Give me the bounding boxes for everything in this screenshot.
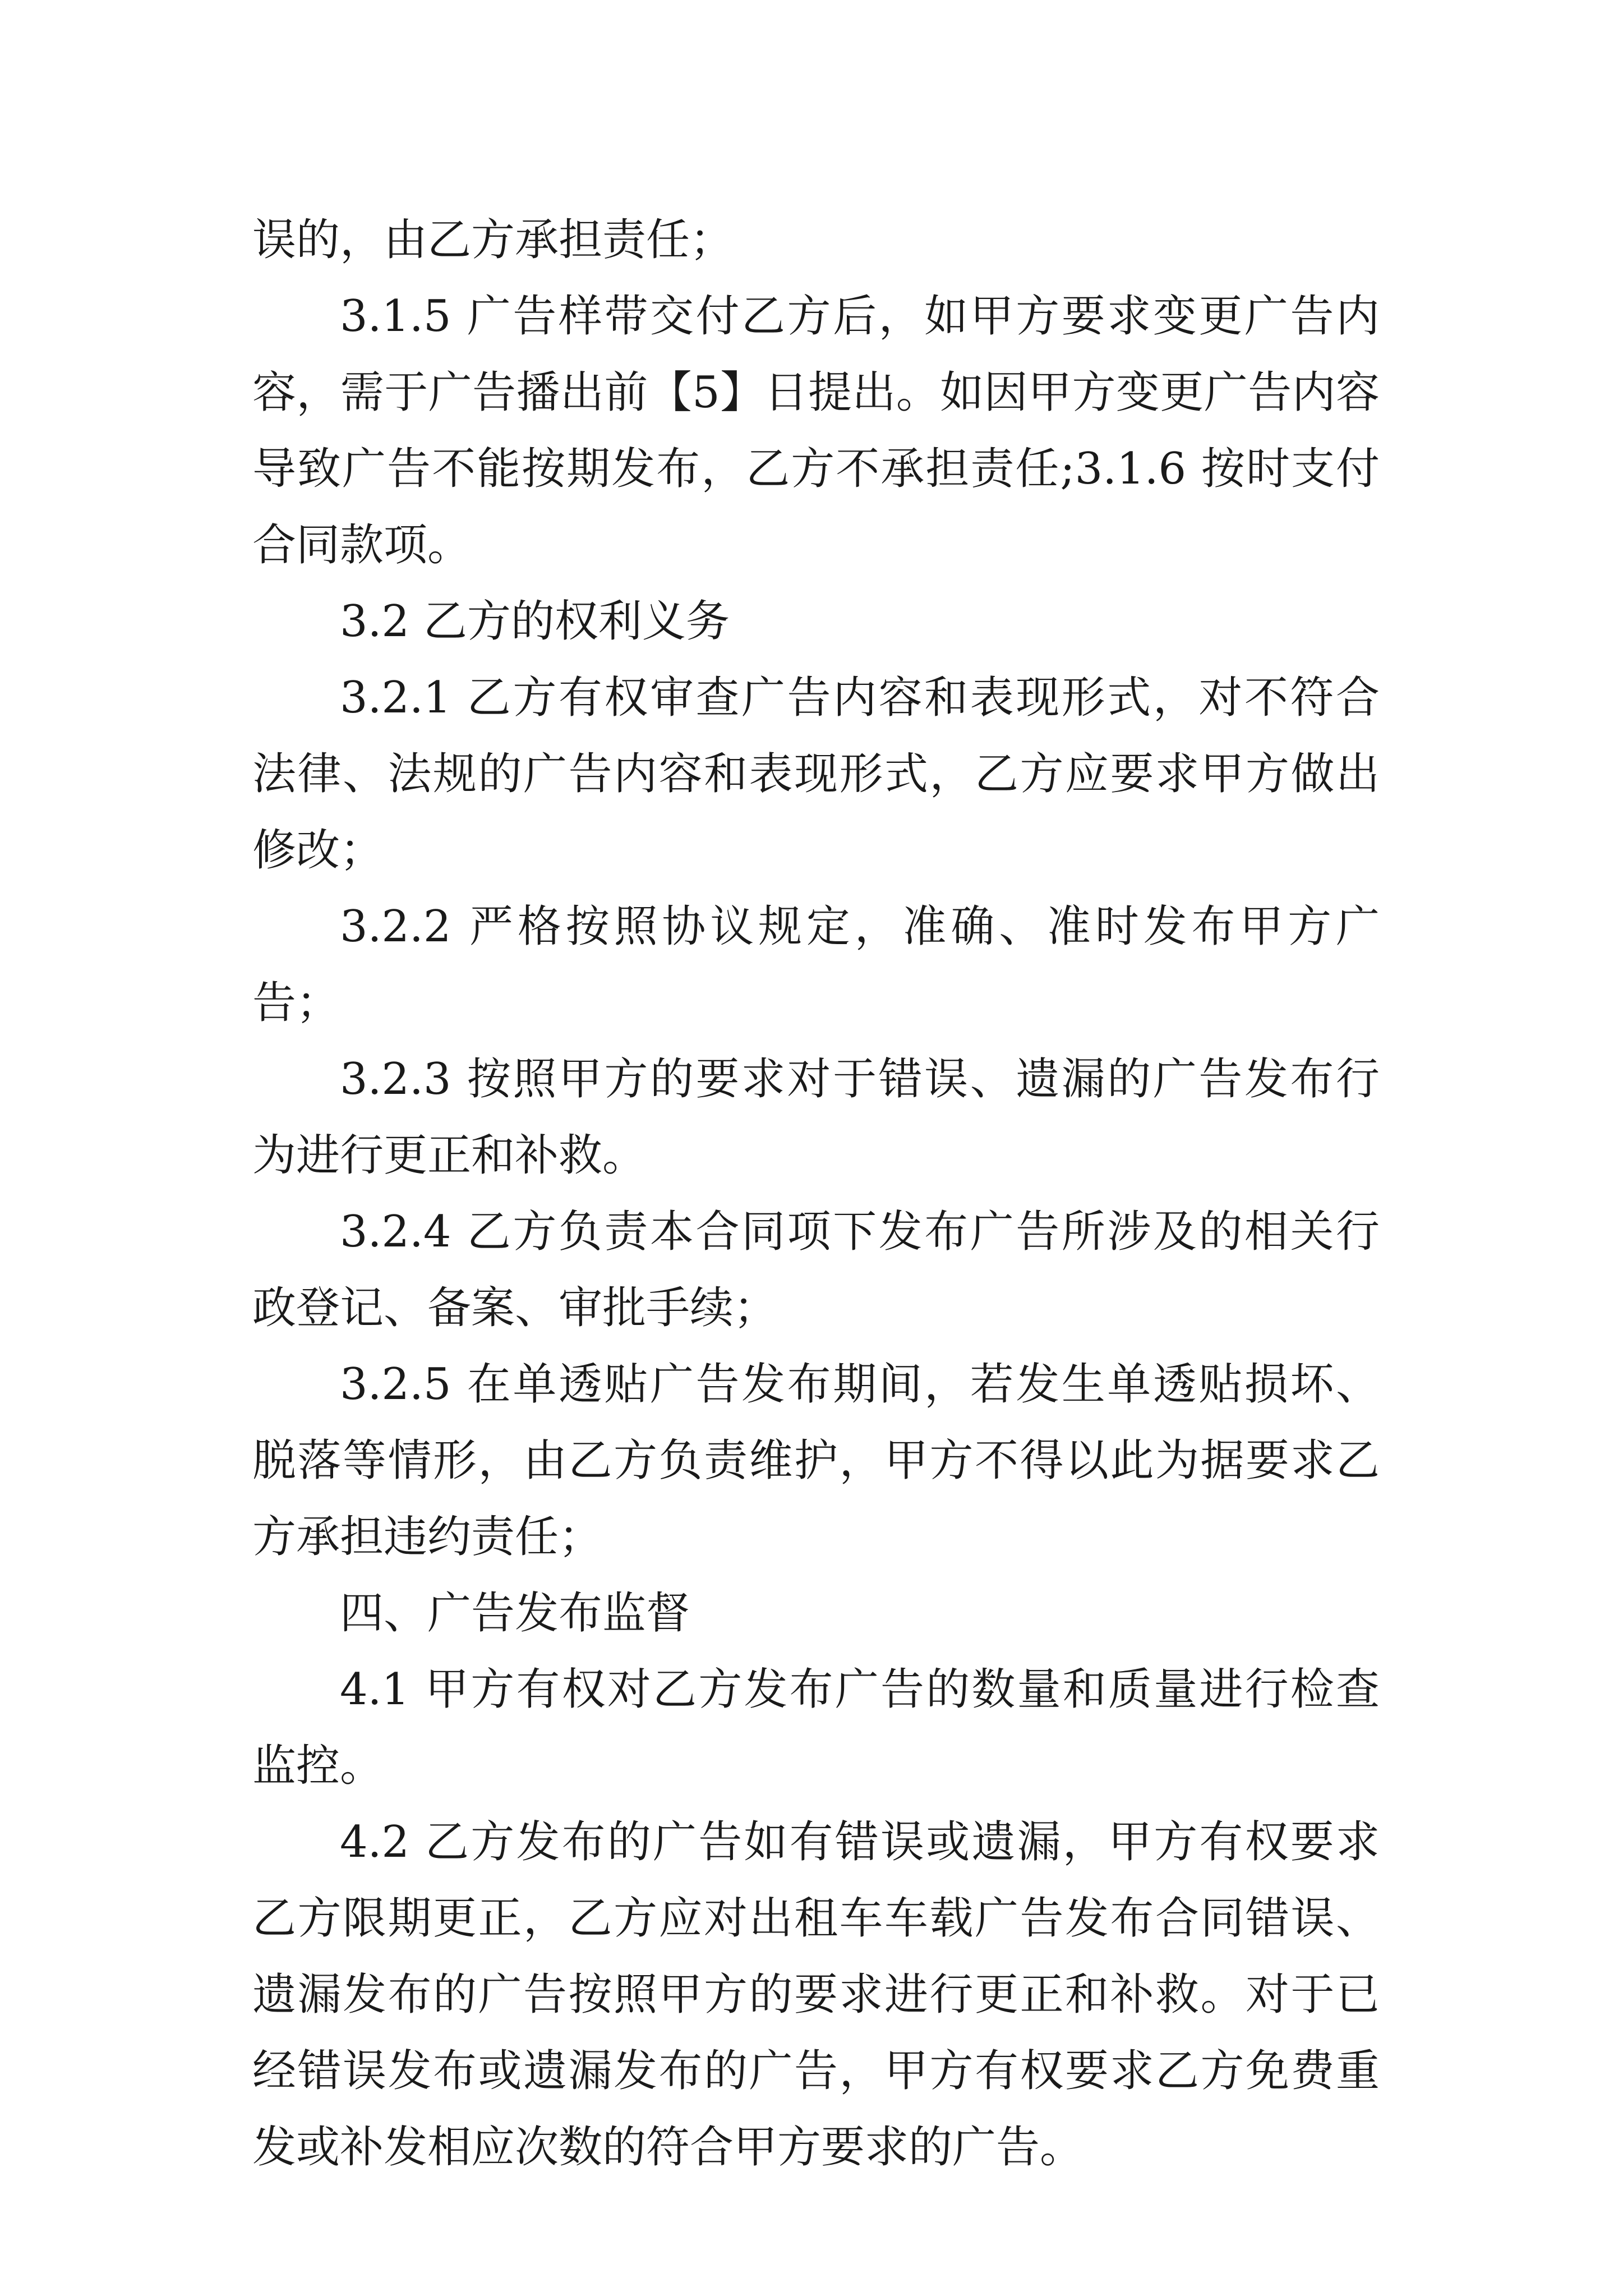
document-page bbox=[252, 202, 1380, 2185]
paragraph-4-1: 4.1 甲方有权对乙方发布广告的数量和质量进行检查监控。 bbox=[252, 1664, 1380, 1791]
paragraph-continuation: 误的，由乙方承担责任； bbox=[252, 215, 734, 265]
paragraph-4-2: 4.2 乙方发布的广告如有错误或遗漏，甲方有权要求乙方限期更正，乙方应对出租车车载广告发布合同错误、遗漏发布的广告按照甲方的要求进行更正和补救。对于已经错误发布或遗漏发布的广告，甲方有权要求乙方免费重发或补发相应次数的符合甲方要求的广告。 bbox=[252, 1817, 1380, 2173]
paragraph-3-2-5: 3.2.5 在单透贴广告发布期间，若发生单透贴损坏、脱落等情形，由乙方负责维护，甲方不得以此为据要求乙方承担违约责任； bbox=[252, 1359, 1380, 1562]
paragraph-3-2-3: 3.2.3 按照甲方的要求对于错误、遗漏的广告发布行为进行更正和补救。 bbox=[252, 1054, 1380, 1181]
paragraph-3-1-5: 3.1.5 广告样带交付乙方后，如甲方要求变更广告内容，需于广告播出前【5】日提出。如因甲方变更广告内容导致广告不能按期发布，乙方不承担责任;3.1.6 按时支付合同款项。 bbox=[252, 291, 1380, 570]
paragraph-3-2-2: 3.2.2 严格按照协议规定，准确、准时发布甲方广告； bbox=[252, 901, 1380, 1028]
paragraph-3-2-1: 3.2.1 乙方有权审查广告内容和表现形式，对不符合法律、法规的广告内容和表现形式，乙方应要求甲方做出修改； bbox=[252, 673, 1380, 876]
section-heading-4: 四、广告发布监督 bbox=[340, 1588, 690, 1639]
paragraph-3-2-4: 3.2.4 乙方负责本合同项下发布广告所涉及的相关行政登记、备案、审批手续； bbox=[252, 1207, 1380, 1333]
section-heading-3-2: 3.2 乙方的权利义务 bbox=[340, 596, 730, 647]
